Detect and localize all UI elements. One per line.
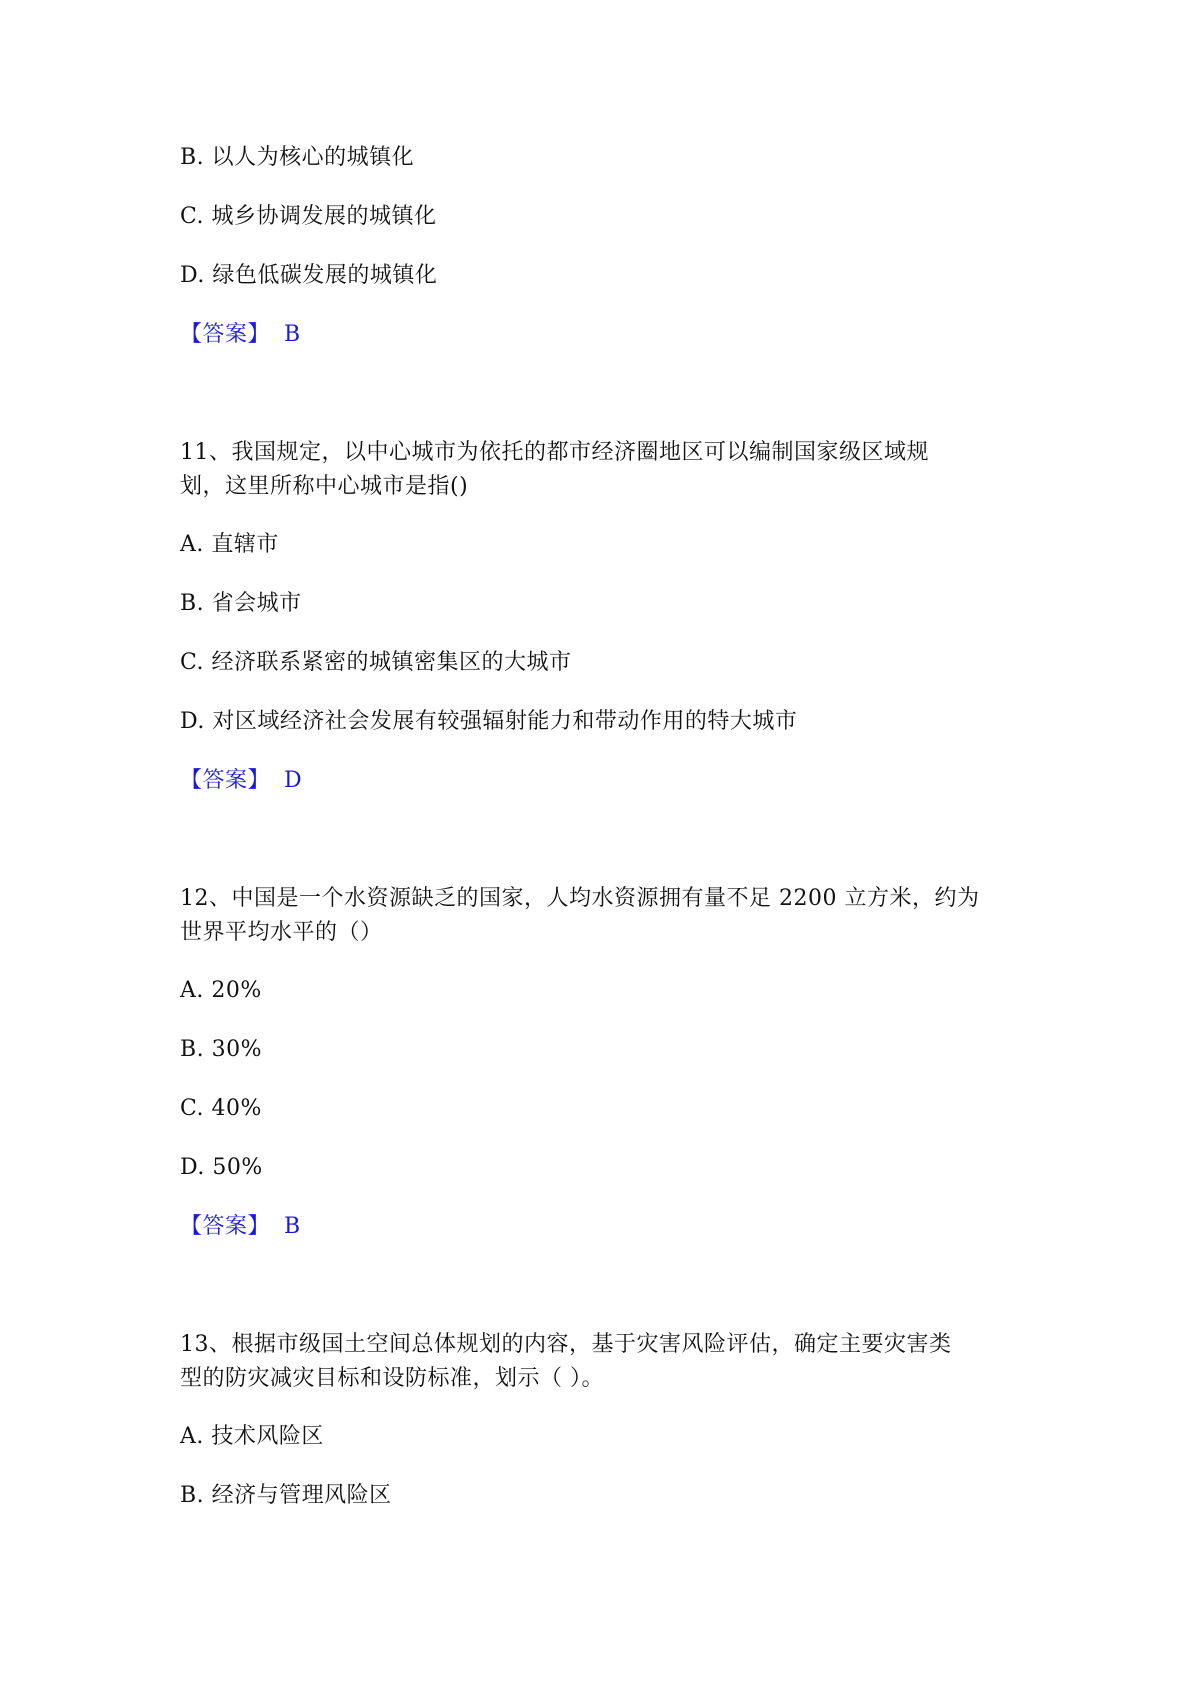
q13-option-b: B. 经济与管理风险区 (180, 1483, 392, 1508)
q11-option-d: D. 对区域经济社会发展有较强辐射能力和带动作用的特大城市 (180, 709, 798, 734)
q12-question-line1: 12、中国是一个水资源缺乏的国家，人均水资源拥有量不足 2200 立方米，约为 (180, 886, 980, 911)
q11-question-line2: 划，这里所称中心城市是指() (180, 474, 469, 499)
q13-question-line1: 13、根据市级国土空间总体规划的内容，基于灾害风险评估，确定主要灾害类 (180, 1332, 952, 1357)
q13-option-a: A. 技术风险区 (180, 1424, 324, 1449)
q11-answer-label: 【答案】 (180, 768, 271, 793)
q10-option-d: D. 绿色低碳发展的城镇化 (180, 263, 438, 288)
q12-question-line2: 世界平均水平的（） (180, 920, 383, 945)
q11-answer (180, 764, 302, 798)
q10-answer (180, 318, 301, 352)
q12-option-a: A. 20% (180, 978, 262, 1003)
q12-answer (180, 1210, 301, 1244)
q11-answer-value: D (284, 768, 303, 793)
q12-answer-label: 【答案】 (180, 1214, 271, 1239)
q10-answer-value: B (284, 322, 301, 347)
q12-option-b: B. 30% (180, 1037, 263, 1062)
q11-option-c: C. 经济联系紧密的城镇密集区的大城市 (180, 650, 572, 675)
q13-question-line2: 型的防灾减灾目标和设防标准，划示（ ）。 (180, 1366, 604, 1391)
q11-question-line1: 11、我国规定，以中心城市为依托的都市经济圈地区可以编制国家级区域规 (180, 440, 929, 465)
q12-option-d: D. 50% (180, 1155, 263, 1180)
q12-option-c: C. 40% (180, 1096, 262, 1121)
q10-answer-label: 【答案】 (180, 322, 271, 347)
q11-option-a: A. 直辖市 (180, 532, 279, 557)
q11-option-b: B. 省会城市 (180, 591, 302, 616)
q10-option-c: C. 城乡协调发展的城镇化 (180, 204, 437, 229)
q12-answer-value: B (284, 1214, 301, 1239)
q10-option-b: B. 以人为核心的城镇化 (180, 145, 415, 170)
